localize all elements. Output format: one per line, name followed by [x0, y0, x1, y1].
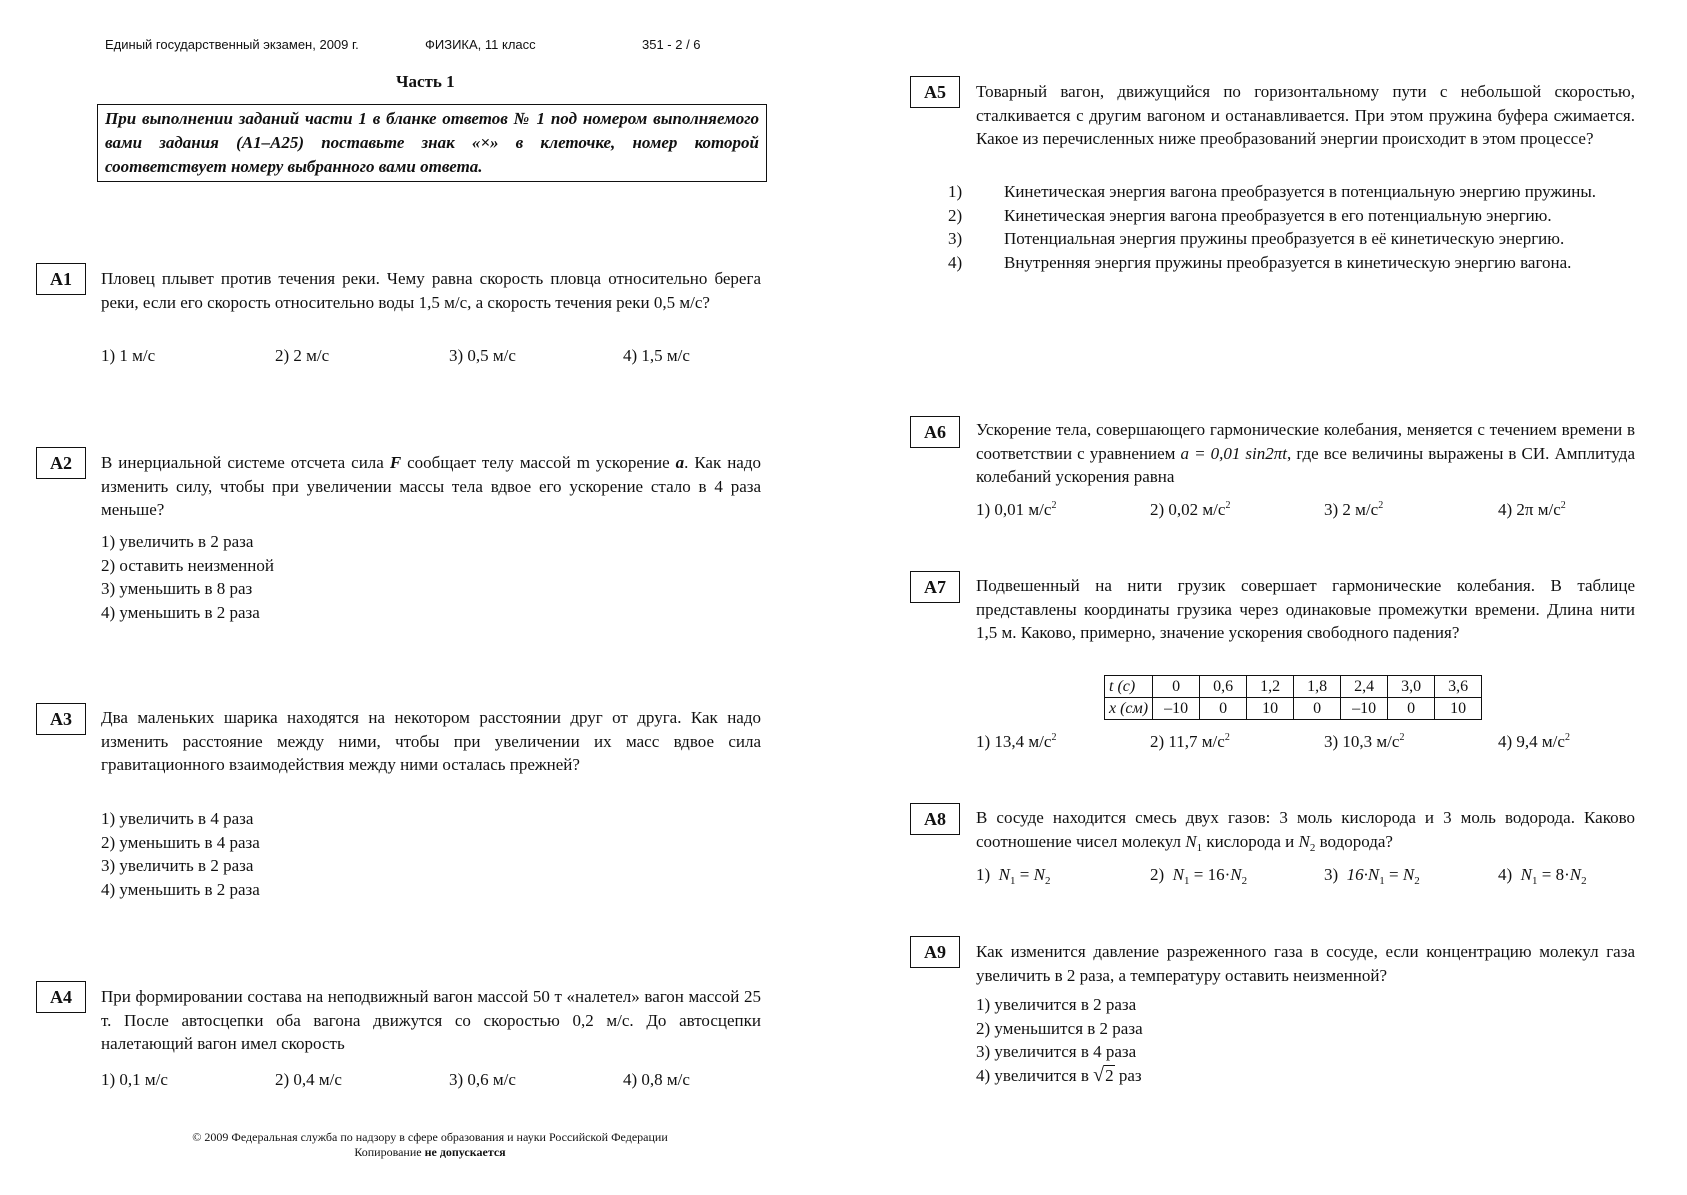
question-text-a1: Пловец плывет против течения реки. Чему равна скорость пловца относительно берега реки, если его скорость относительно воды 1,5 м/с, а скорость течения реки 0,5 м/с? — [101, 269, 761, 312]
sqrt-symbol: √2 — [1093, 1063, 1114, 1086]
option[interactable]: 2) уменьшится в 2 раза — [976, 1018, 1143, 1038]
option[interactable]: 1) увеличить в 2 раза — [101, 532, 254, 551]
formula: a = 0,01 sin2πt — [1180, 443, 1288, 463]
option[interactable]: 2) уменьшить в 4 раза — [101, 832, 260, 852]
question-label-a5: А5 — [910, 76, 960, 108]
question-text-a5: Товарный вагон, движущийся по горизонтальному пути с небольшой скоростью, сталкивается с другим вагоном и останавливается. При этом пружина буфера сжимается. Какое из перечисленных ниже преобразований энергии происходит в этом процессе? — [976, 82, 1635, 148]
superscript: 2 — [1225, 500, 1231, 511]
option-text: 2) 0,02 м/с — [1150, 500, 1226, 519]
formula-part: = — [1384, 865, 1403, 884]
option-number: 2) — [948, 205, 963, 225]
text-part: . Как надо изменить силу, чтобы при увеличении массы тела вдвое его ускорение стало в 4 раза меньше? — [101, 453, 762, 519]
option-text: Кинетическая энергия вагона преобразуется в потенциальную энергию пружины. — [1004, 182, 1597, 201]
option[interactable] — [976, 730, 1150, 754]
option[interactable] — [1498, 863, 1636, 887]
option-text: Потенциальная энергия пружины преобразуется в её кинетическую энергию. — [1004, 229, 1565, 248]
option[interactable]: 2) оставить неизменной — [101, 555, 274, 575]
text-part: В сосуде находится смесь двух газов: 3 моль кислорода и 3 моль водорода. Каково соотношение чисел молекул — [976, 808, 1635, 851]
question-label-a3: А3 — [36, 703, 86, 735]
option-number: 3) — [1324, 865, 1339, 884]
option-number: 2) — [1150, 865, 1165, 884]
table-cell: 10 — [1247, 698, 1294, 720]
subscript: 1 — [1532, 875, 1538, 887]
table-cell: –10 — [1153, 698, 1200, 720]
table-cell: 0 — [1294, 698, 1341, 720]
option[interactable] — [1150, 498, 1324, 522]
formula-part: = — [1015, 865, 1034, 884]
question-text-a2 — [101, 451, 761, 522]
subscript: 2 — [1581, 875, 1587, 887]
superscript: 2 — [1051, 500, 1057, 511]
table-cell: 1,8 — [1294, 676, 1341, 698]
superscript: 2 — [1399, 732, 1405, 743]
option-number: 1) — [976, 865, 991, 884]
formula-part: N — [1402, 865, 1415, 884]
subscript: 1 — [1196, 841, 1203, 854]
formula-part: N — [1520, 865, 1533, 884]
table-cell: 0 — [1200, 698, 1247, 720]
table-cell: –10 — [1341, 698, 1388, 720]
option-text: 3) 10,3 м/с — [1324, 732, 1400, 751]
options-a9 — [976, 993, 1143, 1087]
option-text: 4) увеличится в — [976, 1065, 1094, 1085]
option[interactable] — [976, 863, 1150, 887]
option[interactable]: 2) 0,4 м/с — [275, 1070, 342, 1089]
superscript: 2 — [1224, 732, 1230, 743]
n2-symbol: N — [1298, 831, 1310, 851]
option-number: 4) — [1498, 865, 1513, 884]
table-row — [1105, 698, 1482, 720]
option[interactable]: 2) 2 м/с — [275, 346, 330, 365]
question-label-a1: А1 — [36, 263, 86, 295]
table-cell: 0 — [1153, 676, 1200, 698]
text-part: Ускорение тела, совершающего гармонические колебания, меняется с течением времени в соответствии с уравнением — [976, 420, 1635, 463]
text-part: сообщает телу массой m ускорение — [401, 453, 676, 472]
table-cell: 2,4 — [1341, 676, 1388, 698]
table-cell: 3,0 — [1388, 676, 1435, 698]
question-text-a9: Как изменится давление разреженного газа в сосуде, если концентрацию молекул газа увеличить в 2 раза, а температуру оставить неизменной? — [976, 942, 1635, 985]
option-text: 1) 13,4 м/с — [976, 732, 1052, 751]
formula-part: N — [998, 865, 1011, 884]
table-row — [1105, 676, 1482, 698]
options-a1 — [101, 344, 761, 368]
question-text-a6 — [976, 418, 1635, 489]
options-a3 — [101, 807, 260, 901]
time-header: t (с) — [1109, 677, 1136, 695]
superscript: 2 — [1378, 500, 1384, 511]
superscript: 2 — [1560, 500, 1566, 511]
question-label-a2: А2 — [36, 447, 86, 479]
option[interactable] — [1498, 730, 1636, 754]
subscript: 2 — [1241, 875, 1248, 887]
option[interactable] — [1150, 730, 1324, 754]
formula-part: = 8· — [1537, 865, 1570, 884]
text-part: В инерциальной системе отсчета сила — [101, 453, 390, 472]
subscript: 1 — [1010, 875, 1016, 887]
subscript: 1 — [1184, 875, 1190, 887]
option[interactable] — [1324, 863, 1498, 887]
table-cell: 0 — [1388, 698, 1435, 720]
text-part: , где все величины выражены в СИ. Амплитуда колебаний ускорения равна — [976, 443, 1635, 486]
option[interactable] — [948, 251, 1629, 275]
option[interactable] — [948, 180, 1629, 204]
text-part: водорода? — [1315, 831, 1393, 851]
option[interactable]: 3) уменьшить в 8 раз — [101, 579, 253, 598]
text-part: кислорода и — [1202, 831, 1299, 851]
option[interactable]: 4) уменьшить в 2 раза — [101, 602, 260, 622]
superscript: 2 — [1564, 732, 1570, 743]
footer-copyright: © 2009 Федеральная служба по надзору в сфере образования и науки Российской Федерации — [192, 1130, 668, 1144]
table-cell: 0,6 — [1200, 676, 1247, 698]
options-a6 — [976, 498, 1636, 522]
option[interactable]: 4) 1,5 м/с — [623, 346, 690, 365]
footer — [150, 1130, 710, 1160]
instructions-box: При выполнении заданий части 1 в бланке ответов № 1 под номером выполняемого вами задания (А1–А25) поставьте знак «×» в клеточке, номер которой соответствует номеру выбранного вами ответа. — [97, 104, 767, 182]
formula-part: N — [1569, 865, 1582, 884]
table-cell: 1,2 — [1247, 676, 1294, 698]
question-text-a8 — [976, 806, 1635, 853]
options-a8 — [976, 863, 1636, 887]
options-a2 — [101, 530, 274, 624]
option-text: Внутренняя энергия пружины преобразуется в кинетическую энергию вагона. — [1004, 252, 1572, 272]
option-number: 4) — [948, 252, 963, 272]
header-exam: Единый государственный экзамен, 2009 г. — [105, 37, 359, 52]
option-text: 1) 0,01 м/с — [976, 500, 1052, 519]
coordinate-header: x (см) — [1109, 699, 1149, 717]
option[interactable]: 1) увеличится в 2 раза — [976, 995, 1137, 1014]
part-title: Часть 1 — [396, 72, 455, 91]
options-a4 — [101, 1068, 761, 1092]
subscript: 2 — [1044, 875, 1051, 887]
subscript: 2 — [1414, 875, 1420, 887]
table-cell: 10 — [1435, 698, 1482, 720]
options-a7 — [976, 730, 1636, 754]
force-symbol: F — [389, 453, 402, 472]
acceleration-symbol: a — [675, 453, 685, 472]
table-row-header — [1105, 676, 1153, 698]
option[interactable] — [1498, 498, 1636, 522]
table-row-header — [1105, 698, 1153, 720]
subscript: 2 — [1309, 841, 1316, 854]
n1-symbol: N — [1185, 831, 1197, 851]
question-text-a4: При формировании состава на неподвижный вагон массой 50 т «налетел» вагон массой 25 т. После автосцепки оба вагона движутся со скоростью 0,2 м/с. До автосцепки налетающий вагон имел скорость — [101, 987, 761, 1053]
option[interactable]: 3) 0,6 м/с — [449, 1070, 516, 1089]
option[interactable]: 1) 0,1 м/с — [101, 1070, 168, 1089]
table-cell: 3,6 — [1435, 676, 1482, 698]
option[interactable]: 4) 0,8 м/с — [623, 1070, 690, 1089]
option-text: 4) 9,4 м/с — [1498, 732, 1565, 751]
question-text-a3: Два маленьких шарика находятся на некотором расстоянии друг от друга. Как надо изменить расстояние между ними, чтобы при увеличении их масс вдвое сила гравитационного взаимодействия между ними осталась прежней? — [101, 708, 761, 774]
sqrt-value: 2 — [1105, 1065, 1114, 1085]
option[interactable] — [1150, 863, 1324, 887]
option-text: раз — [1114, 1065, 1142, 1085]
footer-copy-notice — [150, 1145, 710, 1160]
option-text: 2) 11,7 м/с — [1150, 732, 1225, 751]
question-label-a6: А6 — [910, 416, 960, 448]
option-number: 3) — [948, 229, 963, 248]
header-subject: ФИЗИКА, 11 класс — [425, 37, 536, 52]
option[interactable]: 4) уменьшить в 2 раза — [101, 879, 260, 899]
option-text: 4) 2π м/с — [1498, 500, 1561, 519]
option[interactable]: 1) 1 м/с — [101, 346, 156, 365]
question-label-a8: А8 — [910, 803, 960, 835]
option[interactable] — [976, 1064, 1143, 1088]
option[interactable]: 1) увеличить в 4 раза — [101, 809, 254, 828]
question-label-a9: А9 — [910, 936, 960, 968]
question-label-a4: А4 — [36, 981, 86, 1013]
option[interactable]: 3) увеличится в 4 раза — [976, 1042, 1137, 1061]
question-text-a7: Подвешенный на нити грузик совершает гармонические колебания. В таблице представлены координаты грузика через одинаковые промежутки времени. Длина нити 1,5 м. Каково, примерно, значение ускорения свободного падения? — [976, 576, 1635, 642]
formula-part: N — [1230, 865, 1242, 884]
data-table — [1104, 675, 1482, 720]
option[interactable] — [948, 227, 1629, 251]
formula-part: N — [1172, 865, 1185, 884]
header-page: 351 - 2 / 6 — [642, 37, 701, 52]
formula-part: = 16· — [1189, 865, 1231, 884]
text-part-bold: не допускается — [424, 1145, 506, 1159]
option[interactable] — [1324, 730, 1498, 754]
subscript: 1 — [1379, 875, 1385, 887]
option-text: Кинетическая энергия вагона преобразуется в его потенциальную энергию. — [1004, 205, 1552, 225]
text-part: Копирование — [354, 1145, 425, 1159]
option[interactable]: 3) увеличить в 2 раза — [101, 856, 254, 875]
option-number: 1) — [948, 182, 963, 201]
option[interactable]: 3) 0,5 м/с — [449, 346, 516, 365]
formula-part: 16·N — [1346, 865, 1380, 884]
option-text: 3) 2 м/с — [1324, 500, 1379, 519]
superscript: 2 — [1051, 732, 1057, 743]
option[interactable] — [948, 204, 1629, 228]
options-a5 — [948, 180, 1629, 274]
option[interactable] — [976, 498, 1150, 522]
option[interactable] — [1324, 498, 1498, 522]
question-label-a7: А7 — [910, 571, 960, 603]
formula-part: N — [1033, 865, 1045, 884]
